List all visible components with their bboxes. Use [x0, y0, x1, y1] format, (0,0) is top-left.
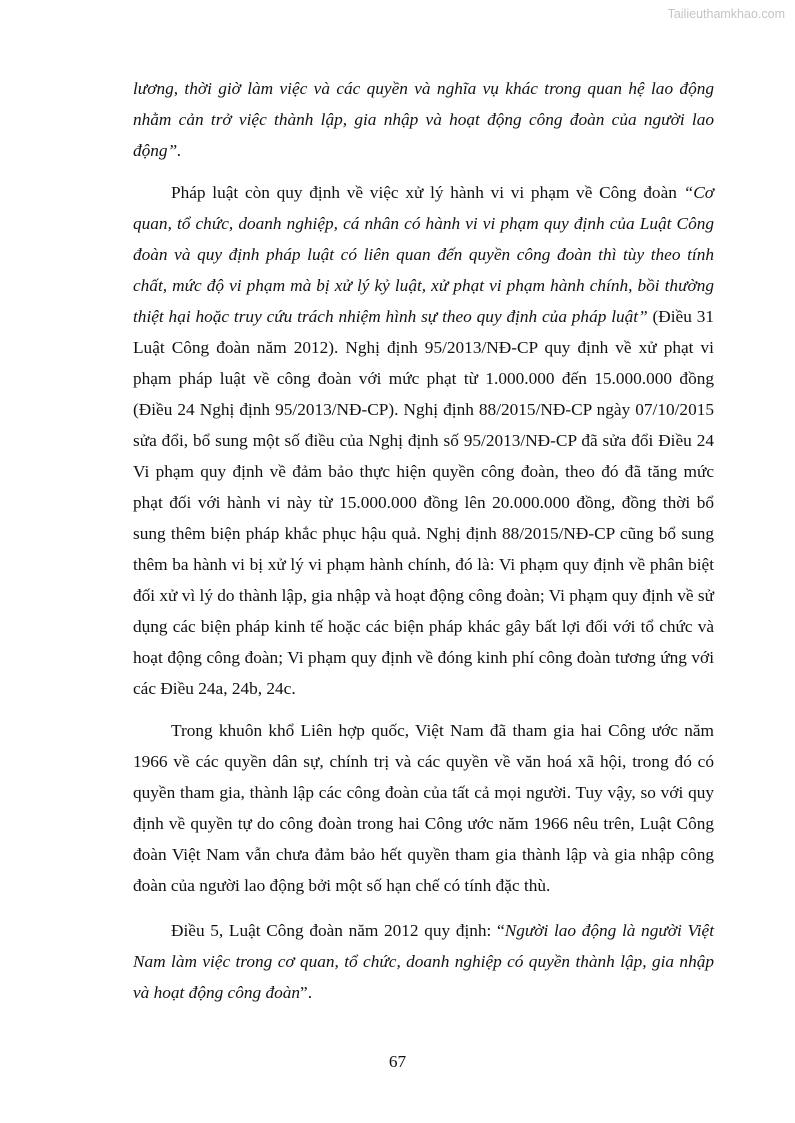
paragraph-text: Trong khuôn khổ Liên hợp quốc, Việt Nam đã tham gia hai Công ước năm 1966 về các quyền dân sự, chính trị và các quyền về văn hoá xã hội, trong đó có quyền tham gia, thành lập các công đoàn của tất cả mọi người. Tuy vậy, so với quy định về quyền tự do công đoàn trong hai Công ước năm 1966 nêu trên, Luật Công đoàn Việt Nam vẫn chưa đảm bảo hết quyền tham gia thành lập và gia nhập công đoàn của người lao động bởi một số hạn chế có tính đặc thù.	[133, 721, 714, 895]
paragraph-lead: Pháp luật còn quy định về việc xử lý hành vi vi phạm về Công đoàn	[171, 183, 684, 202]
paragraph-violation-handling	[133, 177, 714, 704]
quote-text: lương, thời giờ làm việc và các quyền và nghĩa vụ khác trong quan hệ lao động nhằm cản trở việc thành lập, gia nhập và hoạt động công đoàn của người lao động”.	[133, 79, 714, 160]
quote-text: Người lao động là người Việt Nam làm việc trong cơ quan, tổ chức, doanh nghiệp có quyền thành lập, gia nhập và hoạt động công đoàn	[133, 921, 714, 1002]
paragraph-article-5	[133, 915, 714, 1008]
watermark: Tailieuthamkhao.com	[667, 7, 785, 21]
paragraph-un-framework	[133, 715, 714, 901]
paragraph-text: (Điều 31 Luật Công đoàn năm 2012). Nghị định 95/2013/NĐ-CP quy định về xử phạt vi phạm pháp luật về công đoàn với mức phạt từ 1.000.000 đến 15.000.000 đồng (Điều 24 Nghị định 95/2013/NĐ-CP). Nghị định 88/2015/NĐ-CP ngày 07/10/2015 sửa đổi, bổ sung một số điều của Nghị định số 95/2013/NĐ-CP đã sửa đổi Điều 24 Vi phạm quy định về đảm bảo thực hiện quyền công đoàn, theo đó đã tăng mức phạt đối với hành vi này từ 15.000.000 đồng lên 20.000.000 đồng, đồng thời bổ sung thêm biện pháp khắc phục hậu quả. Nghị định 88/2015/NĐ-CP cũng bổ sung thêm ba hành vi bị xử lý vi phạm hành chính, đó là: Vi phạm quy định về phân biệt đối xử vì lý do thành lập, gia nhập và hoạt động công đoàn; Vi phạm quy định về sử dụng các biện pháp kinh tế hoặc các biện pháp khác gây bất lợi đối với tổ chức và hoạt động công đoàn; Vi phạm quy định về đóng kinh phí công đoàn tương ứng với các Điều 24a, 24b, 24c.	[133, 307, 714, 698]
document-body	[133, 73, 714, 1019]
quote-text: “Cơ quan, tổ chức, doanh nghiệp, cá nhân có hành vi vi phạm quy định của Luật Công đoàn và quy định pháp luật có liên quan đến quyền công đoàn thì tùy theo tính chất, mức độ vi phạm mà bị xử lý kỷ luật, xử phạt vi phạm hành chính, bồi thường thiệt hại hoặc truy cứu trách nhiệm hình sự theo quy định của pháp luật”	[133, 183, 714, 326]
page-number: 67	[388, 1052, 407, 1071]
paragraph-lead: Điều 5, Luật Công đoàn năm 2012 quy định: “	[171, 921, 505, 940]
paragraph-end: ”.	[300, 983, 313, 1002]
paragraph-continuation	[133, 73, 714, 166]
